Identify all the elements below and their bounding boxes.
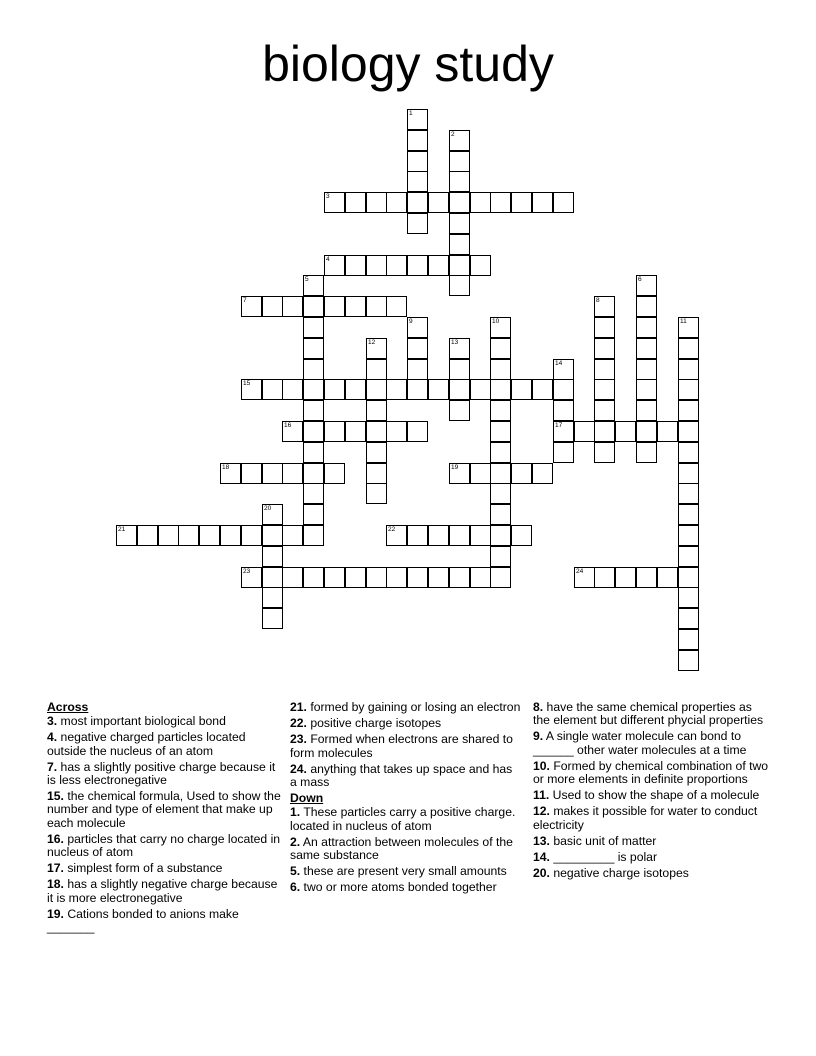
grid-cell[interactable] [490, 504, 511, 525]
clue-num: 10. [533, 758, 550, 773]
clue-item [47, 908, 281, 934]
grid-cell[interactable] [428, 192, 449, 213]
grid-cell[interactable] [262, 379, 283, 400]
grid-cell[interactable] [490, 567, 511, 588]
grid-cell[interactable] [407, 359, 428, 380]
grid-cell[interactable] [262, 525, 283, 546]
grid-cell[interactable] [324, 379, 345, 400]
grid-cell[interactable] [428, 379, 449, 400]
clue-num: 3. [47, 714, 58, 729]
grid-cell[interactable] [303, 338, 324, 359]
grid-cell[interactable] [407, 109, 428, 130]
grid-cell[interactable] [636, 400, 657, 421]
grid-cell[interactable] [262, 608, 283, 629]
grid-cell[interactable] [678, 504, 699, 525]
grid-cell[interactable] [241, 525, 262, 546]
clue-num: 23. [290, 732, 307, 747]
clue-text: These particles carry a positive charge. located in nucleus of atom [290, 805, 516, 833]
grid-cell[interactable] [615, 421, 636, 442]
clue-text: Used to show the shape of a molecule [549, 788, 760, 803]
grid-cell[interactable] [594, 379, 615, 400]
clue-num: 20. [533, 866, 550, 881]
clue-number: 21 [118, 526, 126, 533]
grid-cell[interactable] [407, 151, 428, 172]
grid-cell[interactable] [449, 151, 470, 172]
clue-text: negative charge isotopes [549, 866, 689, 881]
grid-cell[interactable] [407, 213, 428, 234]
clue-item [47, 862, 281, 875]
across-heading: Across [47, 700, 89, 714]
grid-cell[interactable] [553, 192, 574, 213]
grid-cell[interactable] [490, 338, 511, 359]
grid-cell[interactable] [594, 317, 615, 338]
clue-number: 10 [492, 318, 500, 325]
clue-item [290, 763, 522, 789]
clue-num: 18. [47, 877, 64, 892]
grid-cell[interactable] [366, 442, 387, 463]
grid-cell[interactable] [553, 359, 574, 380]
grid-cell[interactable] [594, 400, 615, 421]
clue-num: 12. [533, 804, 550, 819]
grid-cell[interactable] [470, 567, 491, 588]
grid-cell[interactable] [490, 463, 511, 484]
clue-item [533, 805, 771, 831]
clue-item [290, 806, 522, 832]
grid-cell[interactable] [553, 379, 574, 400]
grid-cell[interactable] [303, 525, 324, 546]
grid-cell[interactable] [678, 567, 699, 588]
grid-cell[interactable] [615, 567, 636, 588]
grid-cell[interactable] [449, 130, 470, 151]
clue-num: 14. [533, 850, 550, 865]
clue-number: 1 [409, 110, 413, 117]
grid-cell[interactable] [345, 567, 366, 588]
grid-cell[interactable] [386, 567, 407, 588]
grid-cell[interactable] [116, 525, 137, 546]
grid-cell[interactable] [678, 546, 699, 567]
clue-num: 8. [533, 700, 544, 714]
grid-cell[interactable] [470, 525, 491, 546]
clue-text: negative charged particles located outside the nucleus of an atom [47, 730, 246, 758]
grid-cell[interactable] [449, 525, 470, 546]
clue-item [47, 878, 281, 904]
grid-cell[interactable] [511, 379, 532, 400]
grid-cell[interactable] [241, 379, 262, 400]
clue-num: 11. [533, 788, 550, 803]
grid-cell[interactable] [636, 421, 657, 442]
clue-number: 13 [451, 339, 459, 346]
grid-cell[interactable] [241, 463, 262, 484]
grid-cell[interactable] [490, 359, 511, 380]
clue-text: two or more atoms bonded together [300, 880, 497, 895]
clue-item [47, 715, 281, 728]
clue-number: 4 [326, 256, 330, 263]
clue-number: 9 [409, 318, 413, 325]
grid-cell[interactable] [303, 400, 324, 421]
grid-cell[interactable] [407, 525, 428, 546]
grid-cell[interactable] [407, 171, 428, 192]
grid-cell[interactable] [636, 359, 657, 380]
grid-cell[interactable] [345, 296, 366, 317]
grid-cell[interactable] [678, 379, 699, 400]
grid-cell[interactable] [407, 192, 428, 213]
grid-cell[interactable] [282, 463, 303, 484]
grid-cell[interactable] [303, 275, 324, 296]
grid-cell[interactable] [428, 567, 449, 588]
grid-cell[interactable] [282, 567, 303, 588]
grid-cell[interactable] [137, 525, 158, 546]
grid-cell[interactable] [241, 567, 262, 588]
clue-text: An attraction between molecules of the same substance [290, 834, 513, 863]
clue-number: 6 [638, 276, 642, 283]
clue-num: 19. [47, 906, 64, 921]
grid-cell[interactable] [636, 567, 657, 588]
grid-cell[interactable] [532, 463, 553, 484]
clue-num: 16. [47, 831, 64, 846]
grid-cell[interactable] [386, 379, 407, 400]
clue-item [290, 701, 522, 714]
grid-cell[interactable] [428, 255, 449, 276]
grid-cell[interactable] [262, 587, 283, 608]
grid-cell[interactable] [282, 296, 303, 317]
clue-number: 11 [680, 318, 687, 325]
grid-cell[interactable] [282, 379, 303, 400]
grid-cell[interactable] [449, 359, 470, 380]
grid-cell[interactable] [407, 255, 428, 276]
clue-item [290, 881, 522, 894]
grid-cell[interactable] [366, 463, 387, 484]
grid-cell[interactable] [490, 400, 511, 421]
grid-cell[interactable] [366, 379, 387, 400]
clue-num: 13. [533, 833, 550, 848]
clue-num: 21. [290, 700, 307, 714]
clue-number: 22 [388, 526, 396, 533]
grid-cell[interactable] [407, 567, 428, 588]
clue-number: 17 [555, 422, 563, 429]
clue-num: 1. [290, 805, 301, 820]
grid-cell[interactable] [449, 213, 470, 234]
grid-cell[interactable] [303, 463, 324, 484]
grid-cell[interactable] [386, 421, 407, 442]
grid-cell[interactable] [511, 525, 532, 546]
grid-cell[interactable] [511, 192, 532, 213]
grid-cell[interactable] [345, 421, 366, 442]
clue-num: 22. [290, 716, 307, 731]
grid-cell[interactable] [366, 255, 387, 276]
grid-cell[interactable] [303, 359, 324, 380]
grid-cell[interactable] [636, 275, 657, 296]
grid-cell[interactable] [449, 171, 470, 192]
grid-cell[interactable] [678, 359, 699, 380]
clue-item [47, 790, 281, 830]
grid-cell[interactable] [449, 192, 470, 213]
grid-cell[interactable] [303, 442, 324, 463]
clue-item [290, 733, 522, 759]
clue-text: Formed by chemical combination of two or more elements in definite proportions [533, 758, 769, 787]
grid-cell[interactable] [490, 546, 511, 567]
clue-text: most important biological bond [57, 714, 226, 729]
clue-num: 9. [533, 729, 544, 744]
clue-item [47, 731, 281, 757]
clue-text: formed by gaining or losing an electron [306, 700, 521, 714]
grid-cell[interactable] [678, 608, 699, 629]
clue-num: 17. [47, 861, 64, 876]
grid-cell[interactable] [386, 525, 407, 546]
grid-cell[interactable] [553, 400, 574, 421]
clue-num: 7. [47, 759, 58, 774]
grid-cell[interactable] [678, 400, 699, 421]
grid-cell[interactable] [574, 421, 595, 442]
grid-cell[interactable] [636, 317, 657, 338]
grid-cell[interactable] [324, 296, 345, 317]
clue-item [533, 789, 771, 802]
clue-number: 16 [284, 422, 292, 429]
grid-cell[interactable] [449, 255, 470, 276]
grid-cell[interactable] [594, 421, 615, 442]
clue-text: the chemical formula, Used to show the number and type of element that make up each molecule [47, 789, 281, 830]
grid-cell[interactable] [345, 192, 366, 213]
grid-cell[interactable] [532, 379, 553, 400]
grid-cell[interactable] [303, 504, 324, 525]
clue-num: 24. [290, 761, 307, 776]
grid-cell[interactable] [178, 525, 199, 546]
clues-column-2 [290, 701, 522, 898]
grid-cell[interactable] [574, 567, 595, 588]
grid-cell[interactable] [262, 463, 283, 484]
grid-cell[interactable] [449, 567, 470, 588]
grid-cell[interactable] [636, 338, 657, 359]
clues-column-1 [47, 701, 281, 937]
clue-num: 15. [47, 789, 64, 804]
grid-cell[interactable] [511, 463, 532, 484]
grid-cell[interactable] [449, 234, 470, 255]
grid-cell[interactable] [678, 629, 699, 650]
grid-cell[interactable] [678, 483, 699, 504]
grid-cell[interactable] [324, 567, 345, 588]
grid-cell[interactable] [366, 421, 387, 442]
grid-cell[interactable] [657, 567, 678, 588]
grid-cell[interactable] [490, 483, 511, 504]
grid-cell[interactable] [324, 463, 345, 484]
clue-text: makes it possible for water to conduct electricity [533, 804, 758, 832]
clue-text: Cations bonded to anions make _______ [47, 906, 239, 935]
clue-num: 2. [290, 834, 301, 849]
grid-cell[interactable] [678, 650, 699, 671]
grid-cell[interactable] [594, 296, 615, 317]
grid-cell[interactable] [366, 359, 387, 380]
grid-cell[interactable] [636, 379, 657, 400]
grid-cell[interactable] [470, 255, 491, 276]
grid-cell[interactable] [241, 296, 262, 317]
grid-cell[interactable] [220, 463, 241, 484]
clue-num: 4. [47, 730, 58, 745]
page-title: biology study [262, 36, 554, 92]
clue-number: 24 [576, 568, 584, 575]
grid-cell[interactable] [594, 442, 615, 463]
grid-cell[interactable] [345, 379, 366, 400]
clue-number: 20 [264, 505, 272, 512]
grid-cell[interactable] [490, 317, 511, 338]
grid-cell[interactable] [490, 192, 511, 213]
grid-cell[interactable] [345, 255, 366, 276]
clue-text: have the same chemical properties as the element but different phycial properties [533, 700, 764, 728]
grid-cell[interactable] [449, 275, 470, 296]
clue-item [47, 761, 281, 787]
clue-item [533, 851, 771, 864]
grid-cell[interactable] [553, 421, 574, 442]
grid-cell[interactable] [324, 255, 345, 276]
grid-cell[interactable] [407, 421, 428, 442]
grid-cell[interactable] [220, 525, 241, 546]
grid-cell[interactable] [303, 317, 324, 338]
grid-cell[interactable] [262, 296, 283, 317]
grid-cell[interactable] [678, 421, 699, 442]
grid-cell[interactable] [158, 525, 179, 546]
clue-item [533, 867, 771, 880]
grid-cell[interactable] [470, 192, 491, 213]
clue-item [290, 836, 522, 862]
grid-cell[interactable] [470, 379, 491, 400]
grid-cell[interactable] [490, 525, 511, 546]
clue-text: A single water molecule can bond to ______ other water molecules at a time [533, 729, 747, 757]
grid-cell[interactable] [490, 421, 511, 442]
clue-item [290, 717, 522, 730]
grid-cell[interactable] [366, 296, 387, 317]
clue-number: 18 [222, 464, 230, 471]
down-heading: Down [290, 791, 324, 806]
grid-cell[interactable] [532, 192, 553, 213]
clue-text: Formed when electrons are shared to form molecules [290, 732, 513, 760]
grid-cell[interactable] [490, 379, 511, 400]
clue-number: 2 [451, 131, 455, 138]
grid-cell[interactable] [324, 192, 345, 213]
grid-cell[interactable] [636, 296, 657, 317]
grid-cell[interactable] [553, 442, 574, 463]
clue-item [533, 835, 771, 848]
grid-cell[interactable] [678, 587, 699, 608]
clue-item [533, 760, 771, 786]
clue-text: these are present very small amounts [300, 864, 507, 879]
grid-cell[interactable] [407, 317, 428, 338]
clue-item [533, 730, 771, 756]
clue-number: 15 [243, 380, 251, 387]
clues-column-3 [533, 701, 771, 883]
clue-item [47, 833, 281, 859]
grid-cell[interactable] [262, 567, 283, 588]
grid-cell[interactable] [386, 296, 407, 317]
grid-cell[interactable] [428, 525, 449, 546]
grid-cell[interactable] [324, 421, 345, 442]
clue-text: particles that carry no charge located in nucleus of atom [47, 831, 281, 860]
clue-number: 12 [368, 339, 376, 346]
grid-cell[interactable] [449, 463, 470, 484]
grid-cell[interactable] [262, 546, 283, 567]
clue-text: _________ is polar [549, 850, 658, 865]
grid-cell[interactable] [470, 463, 491, 484]
grid-cell[interactable] [678, 338, 699, 359]
grid-cell[interactable] [594, 359, 615, 380]
clue-number: 14 [555, 360, 563, 367]
clue-text: has a slightly positive charge because it is less electronegative [47, 759, 276, 788]
grid-cell[interactable] [366, 483, 387, 504]
grid-cell[interactable] [594, 338, 615, 359]
clue-item [533, 701, 771, 727]
grid-cell[interactable] [449, 379, 470, 400]
clue-number: 23 [243, 568, 251, 575]
clue-number: 8 [596, 297, 600, 304]
grid-cell[interactable] [303, 296, 324, 317]
grid-cell[interactable] [282, 525, 303, 546]
grid-cell[interactable] [407, 130, 428, 151]
grid-cell[interactable] [199, 525, 220, 546]
clue-number: 3 [326, 193, 330, 200]
grid-cell[interactable] [678, 442, 699, 463]
clue-text: positive charge isotopes [306, 716, 442, 731]
grid-cell[interactable] [386, 192, 407, 213]
clue-num: 6. [290, 880, 301, 895]
grid-cell[interactable] [303, 379, 324, 400]
grid-cell[interactable] [678, 463, 699, 484]
grid-cell[interactable] [594, 567, 615, 588]
grid-cell[interactable] [449, 400, 470, 421]
grid-cell[interactable] [449, 338, 470, 359]
grid-cell[interactable] [366, 400, 387, 421]
clue-number: 5 [305, 276, 309, 283]
clue-number: 7 [243, 297, 247, 304]
grid-cell[interactable] [366, 338, 387, 359]
grid-cell[interactable] [386, 255, 407, 276]
grid-cell[interactable] [636, 442, 657, 463]
grid-cell[interactable] [678, 317, 699, 338]
clue-number: 19 [451, 464, 459, 471]
grid-cell[interactable] [366, 192, 387, 213]
grid-cell[interactable] [282, 421, 303, 442]
grid-cell[interactable] [657, 421, 678, 442]
clue-text: anything that takes up space and has a mass [290, 761, 513, 790]
grid-cell[interactable] [407, 338, 428, 359]
clue-text: simplest form of a substance [63, 861, 223, 876]
grid-cell[interactable] [366, 567, 387, 588]
clue-text: basic unit of matter [549, 833, 657, 848]
clue-num: 5. [290, 864, 301, 879]
grid-cell[interactable] [303, 483, 324, 504]
clue-text: has a slightly negative charge because it is more electronegative [47, 877, 278, 905]
grid-cell[interactable] [490, 442, 511, 463]
grid-cell[interactable] [303, 567, 324, 588]
clue-item [290, 865, 522, 878]
grid-cell[interactable] [303, 421, 324, 442]
grid-cell[interactable] [407, 379, 428, 400]
grid-cell[interactable] [262, 504, 283, 525]
grid-cell[interactable] [678, 525, 699, 546]
